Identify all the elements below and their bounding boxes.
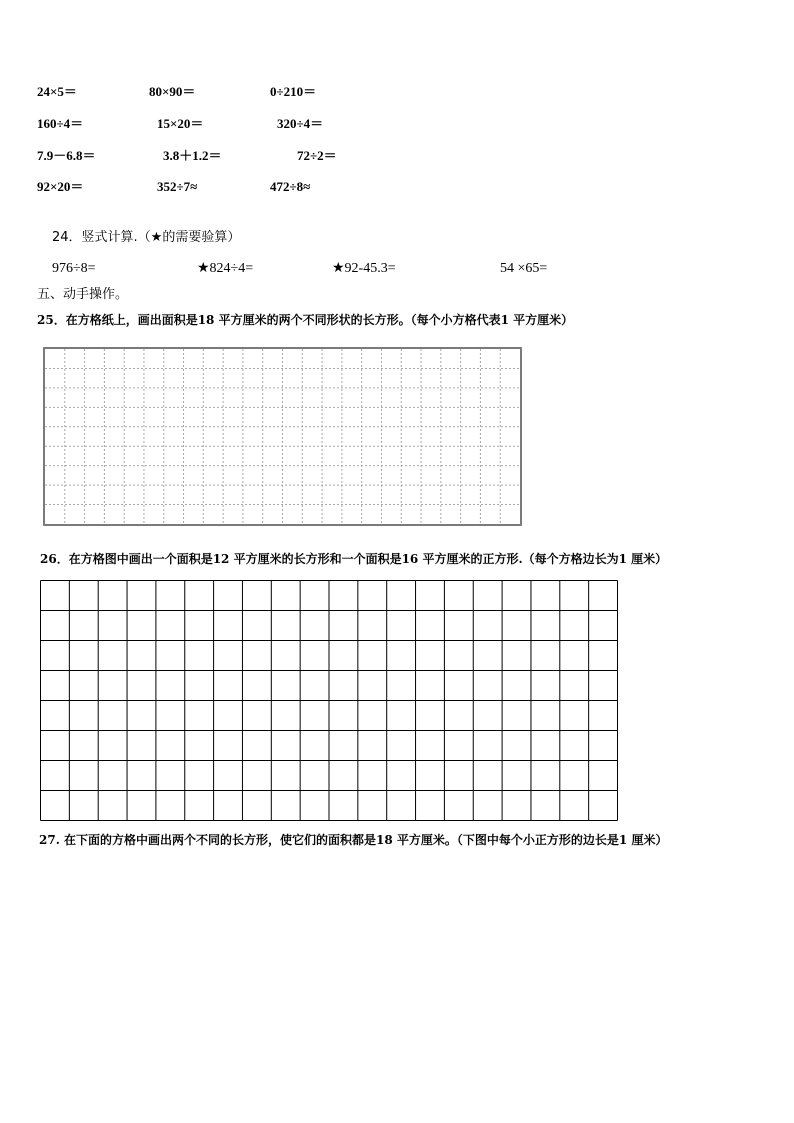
calc-item: 160÷4＝ [37, 116, 84, 131]
calc-item: 352÷7≈ [157, 179, 198, 194]
vertical-calc-item: 54 ×65= [500, 261, 548, 276]
calc-item: 92×20＝ [37, 179, 84, 194]
calc-item: 472÷8≈ [270, 179, 311, 194]
calc-item: 24×5＝ [37, 84, 77, 99]
question-25-text: 25．在方格纸上，画出面积是18 平方厘米的两个不同形状的长方形。（每个小方格代表1 平方厘米） [37, 313, 574, 327]
vertical-calc-item: 976÷8= [52, 261, 96, 276]
calc-item: 72÷2＝ [297, 148, 337, 163]
vertical-calc-item: ★92-45.3= [332, 261, 396, 276]
calc-item: 80×90＝ [149, 84, 196, 99]
calc-item: 7.9－6.8＝ [37, 148, 96, 163]
calc-item: 0÷210＝ [270, 84, 317, 99]
dotted-grid-lines [45, 349, 520, 524]
calc-item: 3.8＋1.2＝ [163, 148, 222, 163]
square-grid-26[interactable] [40, 580, 620, 823]
vertical-calc-item: ★824÷4= [197, 261, 254, 276]
section-heading: 五、动手操作。 [37, 287, 129, 302]
calc-item: 15×20＝ [157, 116, 204, 131]
dotted-grid-25[interactable] [43, 347, 522, 526]
question-24-title: 24．竖式计算.（★的需要验算） [52, 230, 241, 245]
calc-item: 320÷4＝ [277, 116, 324, 131]
question-26-text: 26．在方格图中画出一个面积是12 平方厘米的长方形和一个面积是16 平方厘米的正方形.（每个方格边长为1 厘米） [40, 552, 668, 566]
question-27-text: 27. 在下面的方格中画出两个不同的长方形，使它们的面积都是18 平方厘米。（下图中每个小正方形的边长是1 厘米） [39, 833, 668, 847]
